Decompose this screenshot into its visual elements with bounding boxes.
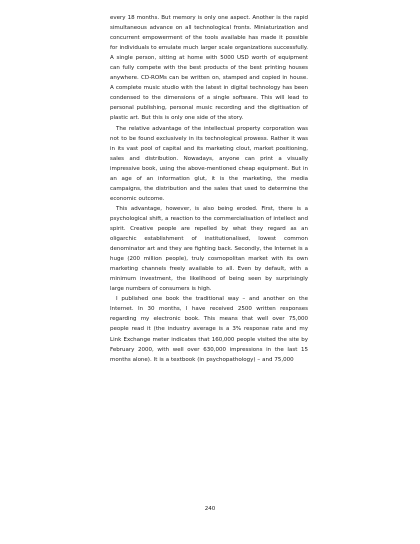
- paragraph-4: I published one book the traditional way – and another on the Internet. In 30 months, I have received 2500 written responses regarding my electronic book. This means that well over 75,000 people read it (the industry average is a 3% response rate and my Link Exchange meter indicates that 160,000 people visited the site by February 2000, with well over 630,000 impressions in the last 15 months alone). It is a textbook (in psychopathology) – and 75,000: [110, 296, 308, 363]
- body-text: [110, 13, 308, 365]
- paragraph-1: every 18 months. But memory is only one aspect. Another is the rapid simultaneous advance on all technological fronts. Miniaturization and concurrent empowerment of the tools available has made it possible for individuals to emulate much larger scale organizations successfully. A single person, sitting at home with 5000 USD worth of equipment can fully compete with the best products of the best printing houses anywhere. CD-ROMs can be written on, stamped and copied in house. A complete music studio with the latest in digital technology has been condensed to the dimensions of a single software. This will lead to personal publishing, personal music recording and the digitisation of plastic art. But this is only one side of the story.: [110, 15, 308, 122]
- page-number: 240: [204, 506, 216, 512]
- paragraph-2: The relative advantage of the intellectual property corporation was not to be found exclusively in its technological prowess. Rather it was in its vast pool of capital and its marketing clout, market positioning, sales and distribution. Nowadays, anyone can print a visually impressive book, using the above-mentioned cheap equipment. But in an age of an information glut, it is the marketing, the media campaigns, the distribution and the sales that used to determine the economic outcome.: [110, 125, 308, 202]
- paragraph-3: This advantage, however, is also being eroded. First, there is a psychological shift, a reaction to the commercialisation of intellect and spirit. Creative people are repelled by what they regard as an oligarchic establishment of institutionalised, lowest common denominator art and they are fighting back. Secondly, the Internet is a huge (200 million people), truly cosmopolitan market with its own marketing channels freely available to all. Even by default, with a minimum investment, the likelihood of being seen by surprisingly large numbers of consumers is high.: [110, 205, 308, 293]
